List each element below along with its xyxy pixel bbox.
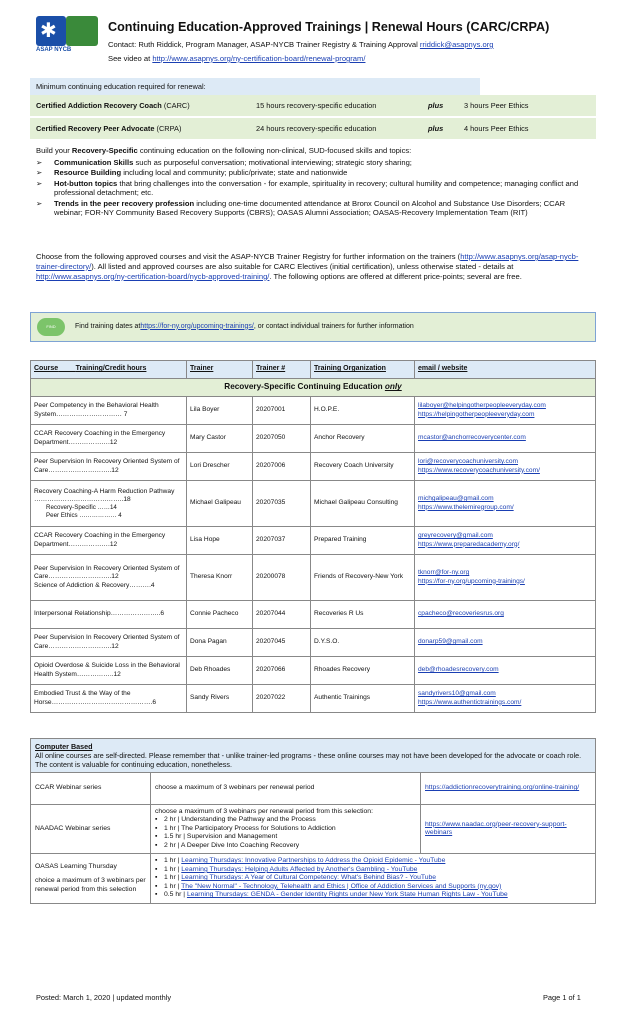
website-link[interactable]: https://www.thelemiregroup.com/ [418,503,514,511]
video-line: See video at http://www.asapnys.org/ny-certification-board/renewal-program/ [108,54,366,63]
page-title: Continuing Education-Approved Trainings | Renewal Hours (CARC/CRPA) [108,20,550,34]
naadac-list [155,816,416,850]
oasas-video-link[interactable]: Learning Thursdays: Helping Adults Affected by Another's Gambling - YouTube [181,865,418,873]
table-row: Interpersonal Relationship…………………..6 Connie Pacheco 20207044 Recoveries R Us cpacheco@recoveriesrus.org [31,601,596,629]
list-item: ➢ Resource Building including local and community; public/private; state and nationwide [36,168,348,178]
list-item: ➢ Communication Skills such as purposeful conversation; motivational interviewing; strategic story sharing; [36,158,412,167]
table-row: CCAR Recovery Coaching in the Emergency Department……………….12 Lisa Hope 20207037 Prepared Training greyrecovery@gmail.com https://www.preparedacademy.org/ [31,527,596,555]
col-course: Course Training/Credit hours [31,361,187,379]
logo-text: ASAP NYCB [36,47,72,53]
find-training-badge: FIND TRAINING [37,318,65,336]
trainer-directory-link[interactable]: http://www.asapnys.org/asap-nycb-trainer-directory/ [36,252,579,271]
email-link[interactable]: mcastor@anchorrecoverycenter.com [418,434,526,442]
website-link[interactable]: https://helpingotherpeopleeveryday.com [418,410,535,418]
list-item: ▪ 1 hr | The "New Normal" - Technology, Telehealth and Ethics | Office of Addiction Services and Supports (ny.gov) [155,883,591,891]
list-item: ▪ 1 hr | Learning Thursdays: A Year of Cultural Competency: What's Behind Bias? - YouTube [155,874,591,882]
oasas-row: OASAS Learning Thursday choice a maximum of 3 webinars per renewal period from this selection ▪ 1 hr | Learning Thursdays: Innovative Partnerships to Address the Opioid Epidemic - YouTube ▪ 1 hr | Learning Thursdays: Helping Adults Affected by Another's Gambling - YouTube ▪ 1 hr | Learning Thursdays: A Year of Cultural Competency: What's Behind Bias? - YouTube ▪ 1 hr | The "New Normal" - Technology, Telehealth and Ethics | Office of Addiction Services and Supports (ny.gov) ▪ 0.5 hr | Learning Thursdays: GENDA - Gender Identity Rights under New York State Human Rights Law - YouTube [31,854,596,903]
table-row: Embodied Trust & the Way of the Horse……………………………………….6 Sandy Rivers 20207022 Authentic Trainings sandyrivers10@gmail.com https://www.authentictrainings.com/ [31,685,596,713]
list-item: ➢ Trends in the peer recovery profession including one-time documented attendance at Bronx Council on Alcohol and Substance Use Disorders; CCAR webinar; FOR-NY Community Based Recovery Supports (CBRS); OASAS Alumni Association; OASAS-Recovery Implementation Team (RIT) [36,198,566,218]
minimum-requirements [30,78,596,139]
email-link[interactable]: donarp59@gmail.com [418,638,483,646]
star-icon: ✱ [40,20,57,42]
email-link[interactable]: cpacheco@recoveriesrus.org [418,610,504,618]
email-link[interactable]: lori@recoverycoachuniversity.com [418,458,519,466]
col-organization: Training Organization [311,361,415,379]
email-link[interactable]: deb@rhoadesrecovery.com [418,666,499,674]
col-email: email / website [415,361,596,379]
naadac-row: NAADAC Webinar series choose a maximum of 3 webinars per renewal period from this selection: ▪ 2 hr | Understanding the Pathway and the Process ▪ 1 hr | The Participatory Process for Solutions to Addiction ▪ 1.5 hr | Supervision and Management ▪ 2 hr | A Deeper Dive Into Coaching Recovery https://www.naadac.org/peer-recovery-support-webinars [31,805,596,854]
oasas-list [155,857,591,899]
website-link[interactable]: https://www.authentictrainings.com/ [418,698,522,706]
table-row: Peer Supervision In Recovery Oriented System of Care………………………..12 Science of Addiction & Recovery……….4 Theresa Knorr 20200078 Friends of Recovery-New York tknorr@for-ny.org https://for-ny.org/upcoming-trainings/ [31,555,596,601]
list-item: ▪ 2 hr | A Deeper Dive Into Coaching Recovery [155,842,416,850]
oasas-video-link[interactable]: Learning Thursdays: GENDA - Gender Identity Rights under New York State Human Rights Law - YouTube [186,891,508,899]
col-trainer: Trainer [187,361,253,379]
crpa-row: Certified Recovery Peer Advocate (CRPA) 24 hours recovery-specific education plus 4 hours Peer Ethics [30,118,596,139]
asap-logo [36,16,98,56]
video-link[interactable]: http://www.asapnys.org/ny-certification-board/renewal-program/ [152,54,366,63]
carc-row: Certified Addiction Recovery Coach (CARC) 15 hours recovery-specific education plus 3 hours Peer Ethics [30,95,596,116]
email-link[interactable]: tknorr@for-ny.org [418,569,470,577]
ccar-row: CCAR Webinar series choose a maximum of 3 webinars per renewal period https://addictionrecoverytraining.org/online-training/ [31,773,596,805]
approved-training-link[interactable]: http://www.asapnys.org/ny-certification-board/nycb-approved-training/ [36,271,270,281]
minimum-heading: Minimum continuing education required for renewal: [30,78,480,95]
computer-based-heading: Computer Based [35,742,93,751]
oasas-video-link[interactable]: Learning Thursdays: Innovative Partnerships to Address the Opioid Epidemic - YouTube [181,857,446,865]
intro-text: Build your Recovery-Specific continuing education on the following non-clinical, SUD-focused skills and topics: [36,146,412,155]
list-item: ▪ 1 hr | Learning Thursdays: Helping Adults Affected by Another's Gambling - YouTube [155,866,591,874]
table-row: Recovery Coaching-A Harm Reduction Pathway …………………………………..18 Recovery-Specific ……14 Peer Ethics ……………… 4 Michael Galipeau 20207035 Michael Galipeau Consulting michgalipeau@gmail.com https://www.thelemiregroup.com/ [31,481,596,527]
registry-paragraph: Choose from the following approved courses and visit the ASAP-NYCB Trainer Registry for further information on the trainers (http://www.asapnys.org/asap-nycb-trainer-directory/). All listed and approved courses are also suitable for CARC Electives (initial certification), unless otherwise stated - details at http://www.asapnys.org/ny-certification-board/nycb-approved-training/. The following options are offered at different price-points; several are free. [36,252,579,281]
arrow-icon: ➢ [36,178,43,188]
table-header-row [31,361,596,379]
oasas-video-link[interactable]: Learning Thursdays: A Year of Cultural Competency: What's Behind Bias? - YouTube [181,874,437,882]
email-link[interactable]: lilaboyer@helpingotherpeopleeveryday.com [418,402,546,410]
arrow-icon: ➢ [36,168,43,178]
email-link[interactable]: michgalipeau@gmail.com [418,495,494,503]
upcoming-trainings-link[interactable]: https://for-ny.org/upcoming-trainings/ [140,322,254,330]
computer-based-description: All online courses are self-directed. Please remember that - unlike trainer-led programs - these online courses may not have been developed for the advocate or coach role. The content is valuable for continuing education, nonetheless. [35,751,582,769]
list-item: ▪ 1 hr | Learning Thursdays: Innovative Partnerships to Address the Opioid Epidemic - YouTube [155,857,591,865]
list-item: ▪ 1 hr | The Participatory Process for Solutions to Addiction [155,825,416,833]
table-row: Peer Supervision In Recovery Oriented System of Care………………………..12 Lori Drescher 20207006 Recovery Coach University lori@recoverycoachuniversity.com https://www.recoverycoachuniversity.com/ [31,453,596,481]
arrow-icon: ➢ [36,198,43,208]
topic-list [36,158,592,219]
website-link[interactable]: https://www.recoverycoachuniversity.com/ [418,466,540,474]
list-item: ▪ 1.5 hr | Supervision and Management [155,833,416,841]
table-row: Peer Supervision In Recovery Oriented System of Care………………………..12 Dona Pagan 20207045 D.Y.S.O. donarp59@gmail.com [31,629,596,657]
email-link[interactable]: greyrecovery@gmail.com [418,532,493,540]
computer-based-header [31,739,596,773]
col-trainer-number: Trainer # [253,361,311,379]
website-link[interactable]: https://for-ny.org/upcoming-trainings/ [418,577,525,585]
contact-line: Contact: Ruth Riddick, Program Manager, ASAP-NYCB Trainer Registry & Training Approval rriddick@asapnys.org [108,40,494,49]
list-item: ➢ Hot-button topics that bring challenges into the conversation - for example, spirituality in recovery; cultural humility and competence; managing conflict and professional detachment; etc. [36,178,579,198]
table-row: Opioid Overdose & Suicide Loss in the Behavioral Health System……………..12 Deb Rhoades 20207066 Rhoades Recovery deb@rhoadesrecovery.com [31,657,596,685]
email-link[interactable]: sandyrivers10@gmail.com [418,690,496,698]
section-row: Recovery-Specific Continuing Education only [31,379,596,397]
footer-posted: Posted: March 1, 2020 | updated monthly [36,993,172,1002]
oasas-video-link[interactable]: The "New Normal" - Technology, Telehealth and Ethics | Office of Addiction Services and Supports (ny.gov) [181,882,502,890]
ccar-link[interactable]: https://addictionrecoverytraining.org/online-training/ [425,784,580,792]
computer-based-table [30,738,596,904]
contact-email-link[interactable]: rriddick@asapnys.org [419,40,494,49]
list-item: ▪ 0.5 hr | Learning Thursdays: GENDA - Gender Identity Rights under New York State Human Rights Law - YouTube [155,891,591,899]
trainer-table [30,360,596,713]
table-row: Peer Competency in the Behavioral Health System………………………… 7 Lila Boyer 20207001 H.O.P.E. lilaboyer@helpingotherpeopleeveryday.com https://helpingotherpeopleeveryday.com [31,397,596,425]
list-item: ▪ 2 hr | Understanding the Pathway and the Process [155,816,416,824]
table-row: CCAR Recovery Coaching in the Emergency Department……………….12 Mary Castor 20207050 Anchor Recovery mcastor@anchorrecoverycenter.com [31,425,596,453]
footer-page-number: Page 1 of 1 [543,993,581,1002]
arrow-icon: ➢ [36,158,43,167]
naadac-link[interactable]: https://www.naadac.org/peer-recovery-support-webinars [425,820,567,837]
find-training-box: FIND TRAINING Find training dates at https://for-ny.org/upcoming-trainings/ , or contact individual trainers for further information [30,312,596,342]
website-link[interactable]: https://www.preparedacademy.org/ [418,540,520,548]
